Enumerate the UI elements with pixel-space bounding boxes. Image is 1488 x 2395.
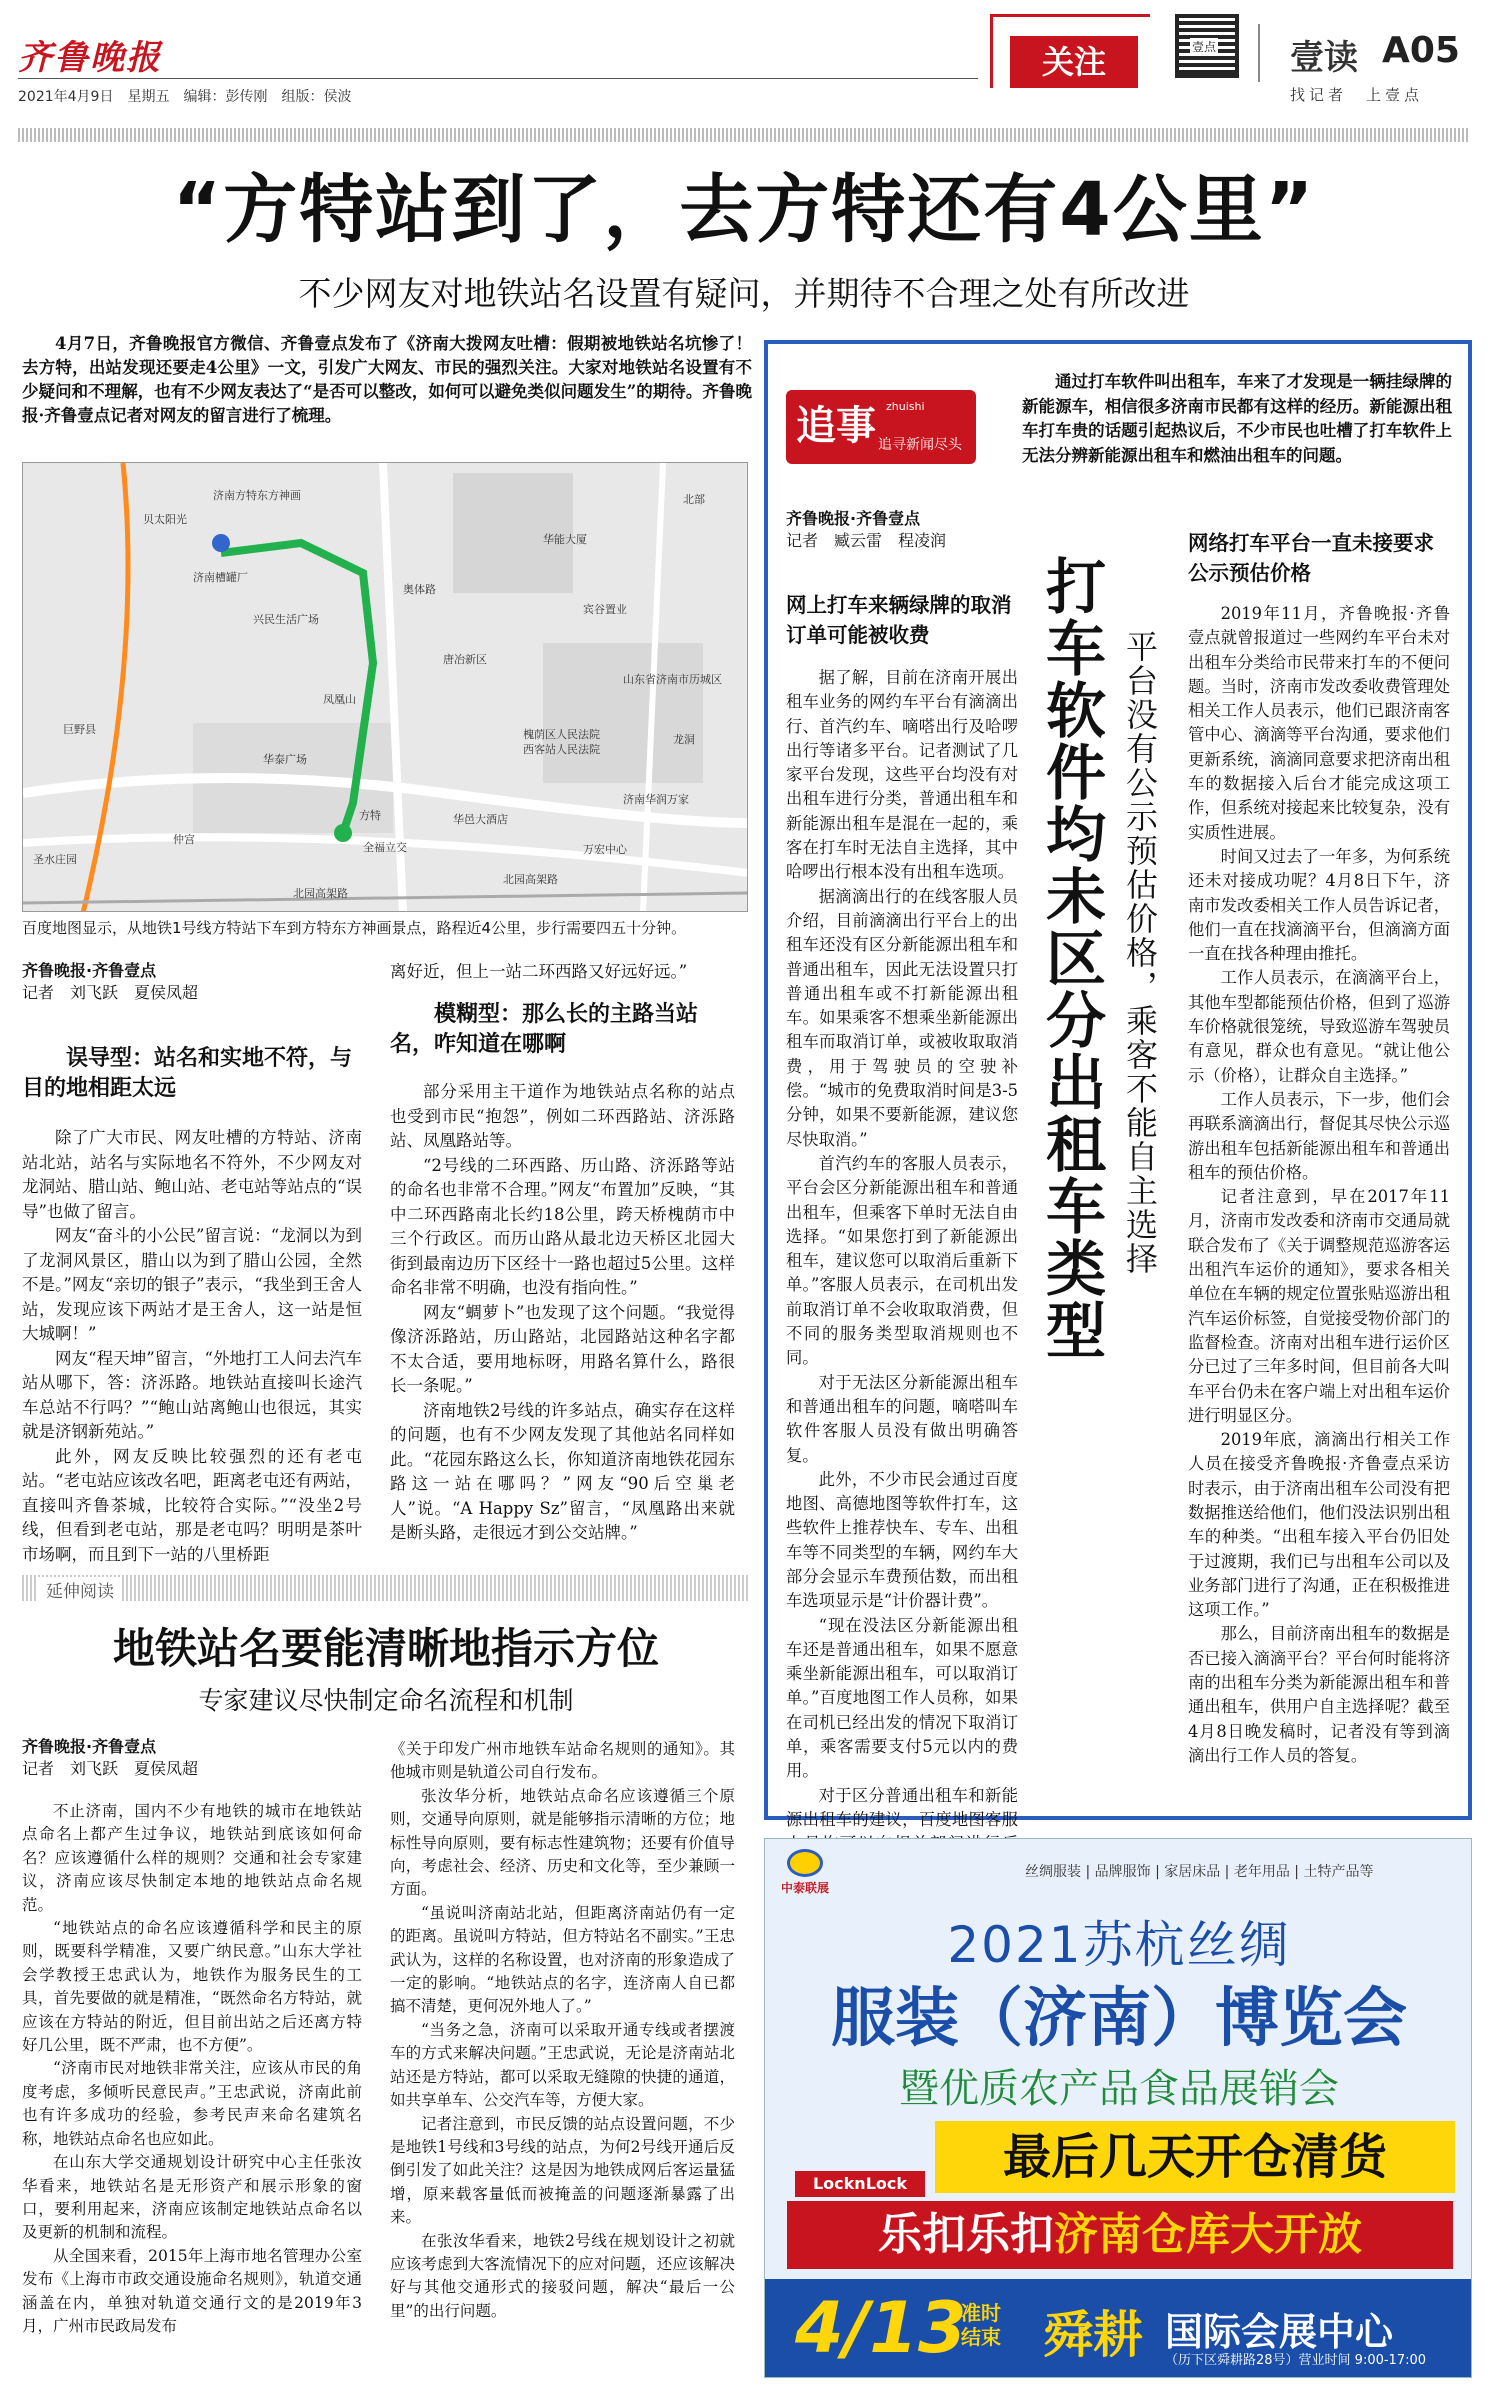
ad-date: 4/13 [795,2287,967,2369]
map-label: 凤凰山 [323,693,356,706]
zhuishi-column1: 据了解，目前在济南开展出租车业务的网约车平台有滴滴出行、首汽约车、嘀嗒出行及哈啰出行等诸多平台。记者测试了几家平台发现，这些平台均没有对出租车进行分类，普通出租车和新能源出租车是混在一起的，乘客在打车时无法自主选择，其中哈啰出行根本没有出租车选项。 据滴滴出行的在线客服人员介绍，目前滴滴出行平台上的出租车还没有区分新能源出租车和普通出租车，因此无法设置只打普通出租车或不打新能源出租车。如果乘客不想乘坐新能源出租车而取消订单，或被收取取消费，用于驾驶员的空驶补偿。“城市的免费取消时间是3-5分钟，如果不要新能源，建议您尽快取消。” 首汽约车的客服人员表示，平台会区分新能源出租车和普通出租车，但乘客下单时无法自由选择。“如果您打到了新能源出租车，建议您可以取消后重新下单。”客服人员表示，在司机出发前取消订单不会收取取消费，但不同的服务类型取消规则也不同。 对于无法区分新能源出租车和普通出租车的问题，嘀嗒叫车软件客服人员没有做出明确答复。 此外，不少市民会通过百度地图、高德地图等软件打车，这些软件上推荐快车、专车、出租车等不同类型的车辆，网约车大部分会显示车费预估数，而出租车选项显示是“计价器计费”。 “现在没法区分新能源出租车还是普通出租车，如果不愿意乘坐新能源出租车，可以取消订单。”百度地图工作人员称，如果在司机已经出发的情况下取消订单，乘客需要支付5元以内的费用。 对于区分普通出租车和新能源出租车的建议，百度地图客服 [786,668,1018,1829]
route-map [22,462,748,912]
qr-label: 壹点 [1192,40,1217,54]
zhuishi-vertical-subheadline: 平台没有公示预估价格，乘客不能自主选择 [1121,630,1159,1276]
date-line: 2021年4月9日 星期五 编辑：彭传刚 组版：侯波 [18,89,352,105]
story1-byline: 齐鲁晚报·齐鲁壹点 记者 刘飞跃 夏侯凤超 [22,961,199,1002]
story2-subheadline: 专家建议尽快制定命名流程和机制 [198,1686,574,1715]
map-label: 龙洞 [673,733,695,746]
map-label: 北园高架路 [503,873,558,886]
zhuishi-tagline: 追寻新闻尽头 [878,437,962,453]
expo-advertisement[interactable] [764,1838,1472,2378]
ad-logo-icon [787,1849,823,1877]
zhuishi-logo [786,390,976,464]
map-label: 济南华润万家 [623,793,689,806]
map-label: 仲宫 [173,833,195,846]
map-label: 贝太阳光 [143,513,187,526]
extended-reading-label: 延伸阅读 [38,1577,122,1602]
ad-warehouse-banner [787,2201,1453,2269]
zhuishi-column2: 2019年11月，齐鲁晚报·齐鲁壹点就曾报道过一些网约车平台未对出租车分类给市民带来打车的不便问题。当时，济南市发改委收费管理处相关工作人员表示，他们已跟济南客管中心、滴滴等平台沟通，要求他们更新系统，滴滴同意要求把济南出租车的数据接入后台才能完成这项工作，但系统对接起来比较复杂，没有实质性进展。 时间又过去了一年多，为何系统还未对接成功呢？4月8日下午，济南市发改委相关工作人员告诉记者，他们一直在找滴滴平台，但滴滴方面一直在找各种理由推托。 工作人员表示，在滴滴平台上，其他车型都能预估价格，但到了巡游车价格就很笼统，导致巡游车驾驶员有意见，群众也有意见。“就让他公示（价格），让群众自主选择。” 工作人员表示，下一步，他们会再联系滴滴出行，督促其尽快公示巡游出租车包括新能源出租车和普通出租车的预估价格。 记者注意到，早在2017年11月，济南市发改委和济南市交通局就联合发布了《关于调整规范巡游客运出租汽车运价的通知》，要求各相关单位在车辆的规定位置张贴巡游出租汽车运价标签，自觉接受物价部门的监督检查。济南对出租车进行运价区分已过了三年多时间，但目前各大叫车平台仍未在客户端上对出租车运价进行明显区分。 2019年底，滴滴出行相关工作人员在接受齐鲁晚报·齐鲁壹点采访时表示，由于济南出租车公司没有把数据推送给他们，他们没法识别出租车的种类。“出租车接入平台仍旧处于过渡期，我们已与出租车公司以及业务部门进行了沟通，正在积极推进这项工作。” 那么，目前济南出租车的数据是否已接入滴滴平台？平台何时能将济南的出租车分类为新能源出租车和普通出租车，供用户自主选择呢？截至4月8日晚发稿时，记者没有等到滴滴出行工作人员的答复。 [1188,604,1450,1765]
zhuishi-vertical-headline: 打车软件均未区分出租车类型 [1036,555,1106,1361]
map-label: 唐冶新区 [443,653,487,666]
story2-column1: 不止济南，国内不少有地铁的城市在地铁站点命名上都产生过争议，地铁站到底该如何命名？应该遵循什么样的规则？交通和社会专家建议，济南应该尽快制定本地的地铁站点命名规范。 “地铁站点的命名应该遵循科学和民主的原则，既要科学精准，又要广纳民意。”山东大学社会学教授王忠武认为，地铁作为服务民生的工具，首先要做的就是精准，“既然命名方特站，就应该在方特站的附近，但目前出站之后还离方特好几公里，既不严肃，也不方便”。 “济南市民对地铁非常关注，应该从市民的角度考虑，多倾听民意民声。”王忠武说，济南此前也有许多成功的经验，参考民声来命名建筑名称，地铁站点命名也应如此。 在山东大学交通规划设计研究中心主任张汝华看来，地铁站名是无形资产和展示形象的窗口，要利用起来，济南应该制定地铁站点命名以及更新的机制和流程。 从全国来看，2015年上海市地名管理办公室发布《上海市市政交通设施命名规则》，轨道交通涵盖在内，单独对轨道交通行文的是2019年3月，广州市民政局发布 [22,1802,362,2335]
map-caption: 百度地图显示，从地铁1号线方特站下车到方特东方神画景点，路程近4公里，步行需要四五十分钟。 [22,919,687,937]
map-label: 西客站人民法院 [523,743,600,756]
end-marker [334,824,352,842]
map-label: 全福立交 [363,841,407,854]
story2-headline: 地铁站名要能清晰地指示方位 [112,1624,659,1673]
map-label: 兴民生活广场 [253,613,319,626]
ad-brand-tag: LocknLock [795,2171,925,2197]
map-label: 奥体路 [403,583,436,596]
map-label: 槐荫区人民法院 [523,728,600,741]
paper-name: 壹读 [1290,38,1358,78]
paper-logo: 齐鲁晚报 [18,38,162,78]
story1-column2-body: 部分采用主干道作为地铁站点名称的站点也受到市民“抱怨”，例如二环西路站、济泺路站、凤凰路站等。 “2号线的二环西路、历山路、济泺路等站的命名也非常不合理。”网友“布置加”反映，“其中二环西路南北长约18公里，跨天桥槐荫市中三个行政区。而历山路从最北边天桥区北园大街到最南边历下区经十一路也超过5公里。这样命名非常不明确，也没有指向性。” 网友“蜩萝卜”也发现了这个问题。“我觉得像济泺路站，历山路站，北园路站这种名字都不太合适，要用地标呀，用路名算什么，路很长一条呢。” 济南地铁2号线的许多站点，确实存在这样的问题，也有不少网友发现了其他站名同样如此。“花园东路这么长，你知道济南地铁花园东路这一站在哪吗？”网友“90后空巢老人”说。“A Happy Sz”留言，“凤凰路出来就是断头路，走很远才到公交站牌。” [390,1082,735,1542]
ad-categories: 丝绸服装 | 品牌服饰 | 家居床品 | 老年用品 | 土特产品等 [1025,1864,1374,1880]
zhuishi-logo-en: zhuishi [886,400,925,413]
ad-banner-text: 济南仓库大开放 [1054,2209,1362,2260]
ad-line3: 暨优质农产品食品展销会 [899,2066,1339,2112]
map-label: 华泰广场 [263,753,307,766]
map-label: 万宏中心 [583,843,627,856]
ad-line2: 服装（济南）博览会 [831,1982,1407,2056]
zhuishi-byline: 齐鲁晚报·齐鲁壹点 记者 臧云雷 程凌润 [786,509,947,550]
story1-column2: 离好近，但上一站二环西路又好远好远。” [390,962,688,981]
ad-brand: 中泰联展 [781,1881,830,1895]
zhuishi-lead: 通过打车软件叫出租车，车来了才发现是一辆挂绿牌的新能源车，相信很多济南市民都有这样的经历。新能源出租车打车贵的话题引起热议后，不少市民也吐槽了打车软件上无法分辨新能源出租车和燃油出租车的问题。 [1022,372,1452,465]
ad-venue: 舜耕 [1043,2306,1143,2364]
map-label: 北部 [683,493,705,506]
map-label: 华能大厦 [543,533,587,546]
extended-reading-bar [22,1575,750,1601]
ad-clearance-banner: 最后几天开仓清货 [935,2121,1455,2193]
section-label: 关注 [1010,36,1138,88]
page-number: A05 [1382,30,1460,71]
start-marker [212,534,230,552]
slogan: 找记者 上壹点 [1290,86,1424,104]
ad-address: （历下区舜耕路28号）营业时间 9:00-17:00 [1165,2353,1427,2368]
map-label: 北园高架路 [293,887,348,900]
map-label: 山东省济南市历城区 [623,673,722,686]
main-headline: “方特站到了，去方特还有4公里” [172,167,1316,253]
map-label: 济南槽罐厂 [193,571,248,584]
ad-venue-rest: 国际会展中心 [1165,2310,1394,2354]
main-subheadline: 不少网友对地铁站名设置有疑问，并期待不合理之处有所改进 [298,274,1190,313]
story2-column2: 《关于印发广州市地铁车站命名规则的通知》。其他城市则是轨道公司自行发布。 张汝华分析，地铁站点命名应该遵循三个原则，交通导向原则，就是能够指示清晰的方位；地标性导向原则，要有标志性建筑物；还要有价值导向，考虑社会、经济、历史和文化等，至少兼顾一方面。 “虽说叫济南站北站，但距离济南站仍有一定的距离。虽说叫方特站，但方特站名不副实。”王忠武认为，这样的名称设置，也对济南的形象造成了一定的影响。“地铁站点的名字，连济南人自已都搞不清楚，更何况外地人了。” “当务之急，济南可以采取开通专线或者摆渡车的方式来解决问题。”王忠武说，无论是济南站北站还是方特站，都可以采取无缝隙的快捷的通道，如共享单车、公交汽车等，方便大家。 记者注意到，市民反馈的站点设置问题，不少是地铁1号线和3号线的站点，为何2号线开通后反倒引发了如此关注？这是因为地铁成网后客运量猛增，原来载客量低而被掩盖的问题逐渐暴露了出来。 在张汝华看来，地铁2号线在规划设计之初就应该考虑到大客流情况下的应对问题，还应该解决好与其他交通形式的接驳问题，解决“最后一公里”的出行问题。 [390,1740,735,2320]
map-label: 济南方特东方神画 [213,489,301,502]
map-label: 宾谷置业 [583,603,627,616]
section-title-vague: 模糊型：那么长的主路当站名，咋知道在哪啊 [390,1002,699,1057]
zhuishi-subtitle-1: 网上打车来辆绿牌的取消订单可能被收费 [786,593,1012,647]
section-title-misleading: 误导型：站名和实地不符，与目的地相距太远 [22,1046,353,1101]
map-label: 方特 [359,809,381,822]
map-label: 巨野县 [63,723,96,736]
ad-date-note: 准时 结束 [961,2301,1001,2349]
masthead [0,0,1488,110]
map-label: 圣水庄园 [33,853,77,866]
map-svg [23,463,748,912]
ad-banner-brand: 乐扣乐扣 [878,2209,1054,2260]
story2-byline: 齐鲁晚报·齐鲁壹点 记者 刘飞跃 夏侯凤超 [22,1737,199,1778]
zhuishi-logo-text: 追事 [796,402,876,449]
lead-paragraph: 4月7日，齐鲁晚报官方微信、齐鲁壹点发布了《济南大拨网友吐槽：假期被地铁站名坑惨了！去方特，出站发现还要走4公里》一文，引发广大网友、市民的强烈关注。大家对地铁站名设置有不少疑问和不理解，也有不少网友表达了“是否可以整改，如何可以避免类似问题发生”的期待。齐鲁晚报·齐鲁壹点记者对网友的留言进行了梳理。 [22,334,752,425]
story1-column1: 除了广大市民、网友吐槽的方特站、济南站北站，站名与实际地名不符外，不少网友对龙洞站、腊山站、鲍山站、老屯站等站点的“误导”也做了留言。 网友“奋斗的小公民”留言说：“龙洞以为到了龙洞风景区，腊山以为到了腊山公园，全然不是。”网友“亲切的银子”表示，“我坐到王舍人站，发现应该下两站才是王舍人，这一站是恒大城啊！” 网友“程天坤”留言，“外地打工人问去汽车站从哪下，答：济泺路。地铁站直接叫长途汽车总站不行吗？”“鲍山站离鲍山也很远，其实就是济钢新苑站。” 此外，网友反映比较强烈的还有老屯站。“老屯站应该改名吧，距离老屯还有两站，直接叫齐鲁茶城，比较符合实际。”“没坐2号线，但看到老屯站，那是老屯吗？明明是茶叶市场啊，而且到下一站的八里桥距 [22,1128,362,1564]
zhuishi-subtitle-2: 网络打车平台一直未接要求公示预估价格 [1188,531,1434,585]
map-label: 华邑大酒店 [453,813,508,826]
ad-line1: 2021苏杭丝绸 [947,1916,1291,1974]
